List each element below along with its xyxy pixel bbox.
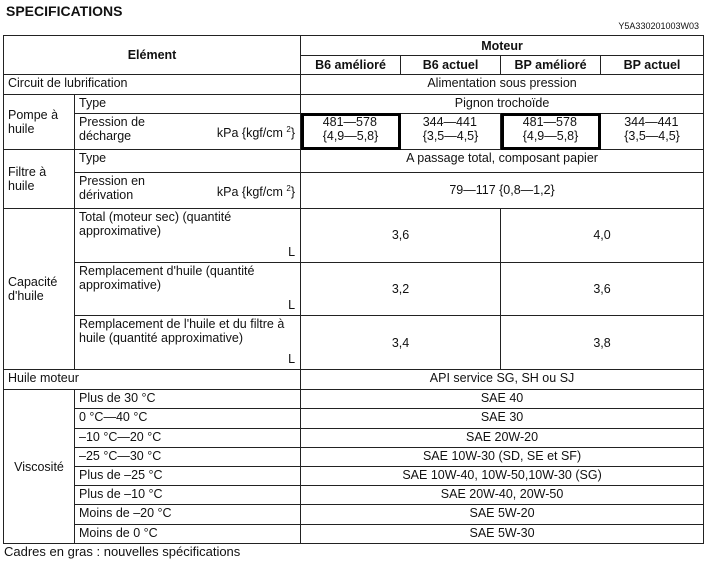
header-element: Elément <box>4 36 301 75</box>
pompe-label: Pompe à huile <box>4 94 75 150</box>
capacite-row-2-bp: 3,6 <box>501 262 704 316</box>
header-col-bp-actuel: BP actuel <box>601 56 704 75</box>
filtre-pression-unit: kPa {kgf/cm $^2$} <box>216 183 296 199</box>
viscosite-temp-5: Plus de –25 °C <box>75 466 301 485</box>
viscosite-temp-7: Moins de –20 °C <box>75 505 301 524</box>
capacite-row-2-unit: L <box>288 298 296 313</box>
pompe-pression-unit: kPa {kgf/cm $^2$} <box>216 124 296 141</box>
huile-moteur-label: Huile moteur <box>4 369 301 389</box>
filtre-label: Filtre à huile <box>4 150 75 209</box>
filtre-pression-cell <box>75 172 301 208</box>
pompe-value-b6-ameliore: 481—578 {4,9—5,8} <box>301 113 401 149</box>
viscosite-sae-6: SAE 20W-40, 20W-50 <box>301 486 704 505</box>
capacite-row-1-bp: 4,0 <box>501 208 704 262</box>
viscosite-sae-2: SAE 30 <box>301 409 704 428</box>
viscosite-temp-4: –25 °C—30 °C <box>75 447 301 466</box>
footnote: Cadres en gras : nouvelles spécifications <box>4 544 241 559</box>
pompe-type-value: Pignon trochoïde <box>301 94 704 113</box>
pompe-type-label: Type <box>75 94 301 113</box>
capacite-row-3-bp: 3,8 <box>501 316 704 370</box>
header-col-b6-actuel: B6 actuel <box>401 56 501 75</box>
capacite-row-3-b6: 3,4 <box>301 316 501 370</box>
capacite-row-3-cell <box>75 316 301 370</box>
capacite-row-1-unit: L <box>288 244 296 259</box>
capacite-row-2-label: Remplacement d'huile (quantité approximative) <box>79 263 255 292</box>
pompe-value-bp-actuel: 344—441 {3,5—4,5} <box>601 113 704 149</box>
capacite-row-3-label: Remplacement de l'huile et du filtre à huile (quantité approximative) <box>79 317 285 346</box>
viscosite-sae-4: SAE 10W-30 (SD, SE et SF) <box>301 447 704 466</box>
viscosite-temp-6: Plus de –10 °C <box>75 486 301 505</box>
filtre-pression-label: Pression en dérivation <box>79 173 146 202</box>
viscosite-sae-5: SAE 10W-40, 10W-50,10W-30 (SG) <box>301 466 704 485</box>
viscosite-sae-8: SAE 5W-30 <box>301 524 704 543</box>
filtre-type-value: A passage total, composant papier <box>301 150 704 172</box>
page-title: SPECIFICATIONS <box>6 3 123 19</box>
capacite-row-1-cell <box>75 208 301 262</box>
viscosite-sae-3: SAE 20W-20 <box>301 428 704 447</box>
capacite-row-3-unit: L <box>288 351 296 366</box>
capacite-row-2-cell <box>75 262 301 316</box>
viscosite-sae-1: SAE 40 <box>301 390 704 409</box>
pompe-pression-label: Pression de décharge <box>79 114 146 143</box>
header-col-b6-ameliore: B6 amélioré <box>301 56 401 75</box>
pompe-value-bp-ameliore: 481—578 {4,9—5,8} <box>501 113 601 149</box>
filtre-pression-value: 79—117 {0,8—1,2} <box>301 172 704 208</box>
capacite-row-1-label: Total (moteur sec) (quantité approximative) <box>79 209 232 238</box>
header-col-bp-ameliore: BP amélioré <box>501 56 601 75</box>
viscosite-temp-2: 0 °C—40 °C <box>75 409 301 428</box>
pompe-value-b6-actuel: 344—441 {3,5—4,5} <box>401 113 501 149</box>
viscosite-temp-8: Moins de 0 °C <box>75 524 301 543</box>
pompe-pression-cell <box>75 113 301 149</box>
capacite-row-1-b6: 3,6 <box>301 208 501 262</box>
capacite-label: Capacité d'huile <box>4 208 75 369</box>
reference-code: Y5A330201003W03 <box>618 21 699 31</box>
huile-moteur-value: API service SG, SH ou SJ <box>301 369 704 389</box>
circuit-label: Circuit de lubrification <box>4 75 301 94</box>
viscosite-sae-7: SAE 5W-20 <box>301 505 704 524</box>
capacite-row-2-b6: 3,2 <box>301 262 501 316</box>
viscosite-label: Viscosité <box>4 390 75 544</box>
header-moteur: Moteur <box>301 36 704 56</box>
viscosite-temp-1: Plus de 30 °C <box>75 390 301 409</box>
circuit-value: Alimentation sous pression <box>301 75 704 94</box>
specifications-table <box>3 35 704 544</box>
viscosite-temp-3: –10 °C—20 °C <box>75 428 301 447</box>
filtre-type-label: Type <box>75 150 301 172</box>
